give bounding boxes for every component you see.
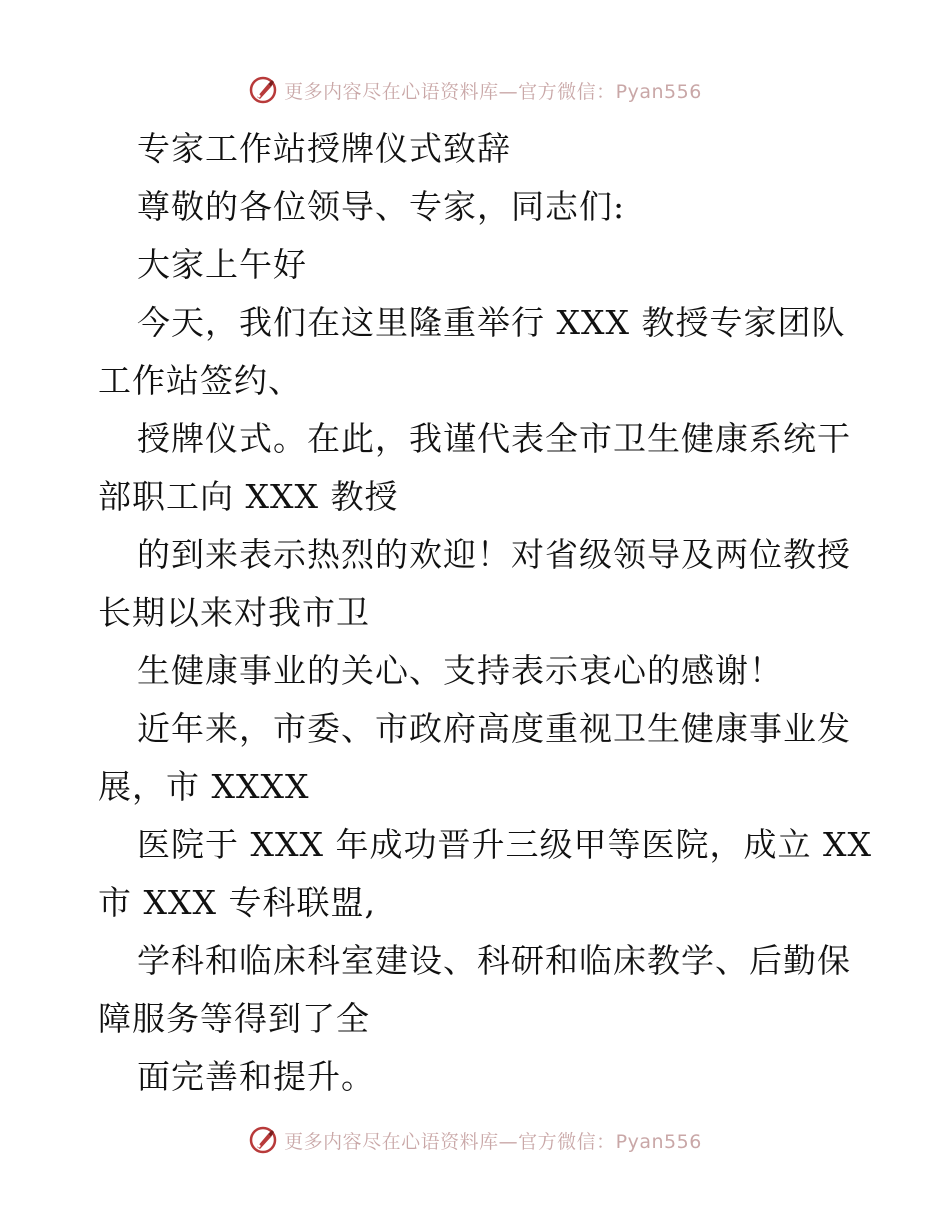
paragraph-line: 障服务等得到了全: [98, 999, 370, 1038]
pen-nib-logo-icon: [248, 1125, 278, 1155]
salutation: 尊敬的各位领导、专家，同志们:: [137, 187, 626, 226]
paragraph-line: 近年来，市委、市政府高度重视卫生健康事业发: [137, 709, 851, 748]
watermark-text: 更多内容尽在心语资料库—官方微信：Pyan556: [284, 1130, 702, 1153]
paragraph-line: 授牌仪式。在此，我谨代表全市卫生健康系统干: [137, 419, 851, 458]
paragraph-line: 长期以来对我市卫: [98, 593, 370, 632]
paragraph-line: 展，市 XXXX: [98, 767, 310, 806]
paragraph-line: 医院于 XXX 年成功晋升三级甲等医院，成立 XX: [137, 825, 872, 864]
paragraph-line: 工作站签约、: [98, 361, 302, 400]
paragraph-line: 部职工向 XXX 教授: [98, 477, 399, 516]
paragraph-line: 市 XXX 专科联盟,: [98, 883, 376, 922]
paragraph-line: 生健康事业的关心、支持表示衷心的感谢！: [137, 651, 783, 690]
greeting: 大家上午好: [137, 245, 307, 284]
footer-watermark: [0, 1120, 950, 1160]
paragraph-line: 面完善和提升。: [137, 1057, 375, 1096]
paragraph-line: 学科和临床科室建设、科研和临床教学、后勤保: [137, 941, 851, 980]
header-watermark: [0, 70, 950, 110]
paragraph-line: 今天，我们在这里隆重举行 XXX 教授专家团队: [137, 303, 846, 342]
watermark-text: 更多内容尽在心语资料库—官方微信：Pyan556: [284, 80, 702, 103]
pen-nib-logo-icon: [248, 75, 278, 105]
paragraph-line: 的到来表示热烈的欢迎！对省级领导及两位教授: [137, 535, 851, 574]
document-title: 专家工作站授牌仪式致辞: [137, 129, 511, 168]
